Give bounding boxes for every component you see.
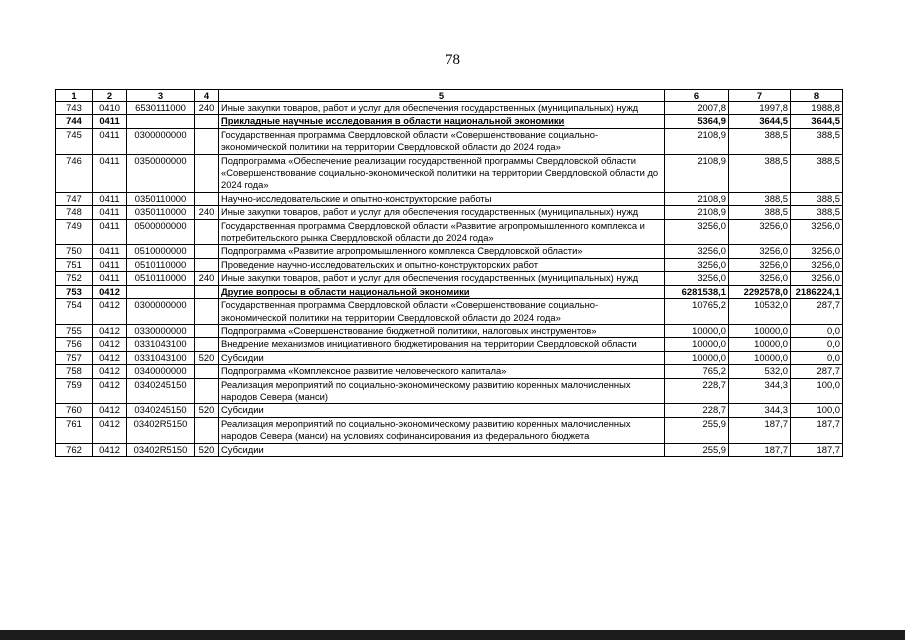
item-name-cell: Другие вопросы в области национальной экономики bbox=[219, 285, 665, 298]
value-col6-cell: 3256,0 bbox=[665, 258, 729, 271]
table-row bbox=[56, 351, 843, 364]
table-body bbox=[56, 102, 843, 457]
value-col6-cell: 255,9 bbox=[665, 417, 729, 443]
section-code-cell: 0412 bbox=[93, 417, 127, 443]
section-code-cell: 0411 bbox=[93, 154, 127, 192]
value-col8-cell: 0,0 bbox=[791, 351, 843, 364]
target-code-cell: 0510000000 bbox=[127, 245, 195, 258]
target-code-cell: 0350110000 bbox=[127, 192, 195, 205]
value-col8-cell: 0,0 bbox=[791, 338, 843, 351]
table-row bbox=[56, 102, 843, 115]
row-number-cell: 746 bbox=[56, 154, 93, 192]
row-number-cell: 757 bbox=[56, 351, 93, 364]
row-number-cell: 760 bbox=[56, 404, 93, 417]
value-col8-cell: 287,7 bbox=[791, 299, 843, 325]
item-name-cell: Субсидии bbox=[219, 404, 665, 417]
value-col8-cell: 100,0 bbox=[791, 404, 843, 417]
value-col6-cell: 2108,9 bbox=[665, 192, 729, 205]
value-col8-cell: 1988,8 bbox=[791, 102, 843, 115]
row-number-cell: 754 bbox=[56, 299, 93, 325]
value-col6-cell: 3256,0 bbox=[665, 245, 729, 258]
table-row bbox=[56, 443, 843, 456]
row-number-cell: 745 bbox=[56, 128, 93, 154]
value-col6-cell: 2108,9 bbox=[665, 206, 729, 219]
section-code-cell: 0411 bbox=[93, 258, 127, 271]
table-header-row bbox=[56, 90, 843, 102]
value-col6-cell: 2007,8 bbox=[665, 102, 729, 115]
section-code-cell: 0412 bbox=[93, 404, 127, 417]
item-name-cell: Иные закупки товаров, работ и услуг для обеспечения государственных (муниципальных) нужд bbox=[219, 102, 665, 115]
value-col6-cell: 3256,0 bbox=[665, 219, 729, 245]
value-col6-cell: 228,7 bbox=[665, 378, 729, 404]
value-col7-cell: 187,7 bbox=[729, 443, 791, 456]
item-name-cell: Подпрограмма «Комплексное развитие человеческого капитала» bbox=[219, 365, 665, 378]
value-col6-cell: 10000,0 bbox=[665, 324, 729, 337]
expense-type-cell bbox=[195, 338, 219, 351]
expense-type-cell bbox=[195, 245, 219, 258]
item-name-cell: Прикладные научные исследования в области национальной экономики bbox=[219, 115, 665, 128]
value-col7-cell: 2292578,0 bbox=[729, 285, 791, 298]
value-col7-cell: 3256,0 bbox=[729, 272, 791, 285]
section-code-cell: 0412 bbox=[93, 324, 127, 337]
row-number-cell: 744 bbox=[56, 115, 93, 128]
header-cell: 6 bbox=[665, 90, 729, 102]
value-col8-cell: 388,5 bbox=[791, 206, 843, 219]
expense-type-cell: 240 bbox=[195, 206, 219, 219]
section-code-cell: 0412 bbox=[93, 299, 127, 325]
row-number-cell: 758 bbox=[56, 365, 93, 378]
table-row bbox=[56, 324, 843, 337]
value-col8-cell: 388,5 bbox=[791, 128, 843, 154]
header-cell: 5 bbox=[219, 90, 665, 102]
value-col6-cell: 2108,9 bbox=[665, 154, 729, 192]
header-cell: 3 bbox=[127, 90, 195, 102]
section-code-cell: 0412 bbox=[93, 365, 127, 378]
target-code-cell bbox=[127, 285, 195, 298]
table-row bbox=[56, 378, 843, 404]
value-col8-cell: 2186224,1 bbox=[791, 285, 843, 298]
value-col7-cell: 3256,0 bbox=[729, 245, 791, 258]
table-row bbox=[56, 128, 843, 154]
value-col8-cell: 388,5 bbox=[791, 192, 843, 205]
row-number-cell: 752 bbox=[56, 272, 93, 285]
row-number-cell: 747 bbox=[56, 192, 93, 205]
target-code-cell bbox=[127, 115, 195, 128]
expense-type-cell bbox=[195, 115, 219, 128]
section-code-cell: 0411 bbox=[93, 206, 127, 219]
table-row bbox=[56, 258, 843, 271]
table-row bbox=[56, 272, 843, 285]
value-col7-cell: 344,3 bbox=[729, 378, 791, 404]
row-number-cell: 749 bbox=[56, 219, 93, 245]
target-code-cell: 03402R5150 bbox=[127, 443, 195, 456]
table-row bbox=[56, 154, 843, 192]
value-col7-cell: 10000,0 bbox=[729, 324, 791, 337]
expense-type-cell: 520 bbox=[195, 351, 219, 364]
value-col8-cell: 3644,5 bbox=[791, 115, 843, 128]
table-row bbox=[56, 365, 843, 378]
header-cell: 8 bbox=[791, 90, 843, 102]
item-name-cell: Государственная программа Свердловской области «Совершенствование социально-экономической политики на территории Свердловской области до 2024 года» bbox=[219, 299, 665, 325]
table-row bbox=[56, 115, 843, 128]
value-col7-cell: 1997,8 bbox=[729, 102, 791, 115]
value-col6-cell: 5364,9 bbox=[665, 115, 729, 128]
target-code-cell: 0510110000 bbox=[127, 272, 195, 285]
item-name-cell: Реализация мероприятий по социально-экономическому развитию коренных малочисленных народов Севера (манси) на условиях софинансирования из федерального бюджета bbox=[219, 417, 665, 443]
item-name-cell: Иные закупки товаров, работ и услуг для обеспечения государственных (муниципальных) нужд bbox=[219, 272, 665, 285]
expense-type-cell bbox=[195, 378, 219, 404]
item-name-cell: Субсидии bbox=[219, 443, 665, 456]
section-code-cell: 0412 bbox=[93, 338, 127, 351]
expense-type-cell bbox=[195, 192, 219, 205]
value-col8-cell: 3256,0 bbox=[791, 219, 843, 245]
item-name-cell: Субсидии bbox=[219, 351, 665, 364]
row-number-cell: 753 bbox=[56, 285, 93, 298]
header-cell: 7 bbox=[729, 90, 791, 102]
expense-type-cell: 520 bbox=[195, 404, 219, 417]
value-col8-cell: 187,7 bbox=[791, 443, 843, 456]
target-code-cell: 0331043100 bbox=[127, 338, 195, 351]
row-number-cell: 750 bbox=[56, 245, 93, 258]
table-row bbox=[56, 299, 843, 325]
table-row bbox=[56, 206, 843, 219]
expense-type-cell: 520 bbox=[195, 443, 219, 456]
target-code-cell: 0331043100 bbox=[127, 351, 195, 364]
target-code-cell: 0500000000 bbox=[127, 219, 195, 245]
value-col7-cell: 532,0 bbox=[729, 365, 791, 378]
expense-type-cell bbox=[195, 154, 219, 192]
value-col8-cell: 100,0 bbox=[791, 378, 843, 404]
item-name-cell: Иные закупки товаров, работ и услуг для обеспечения государственных (муниципальных) нужд bbox=[219, 206, 665, 219]
expense-type-cell bbox=[195, 324, 219, 337]
header-cell: 1 bbox=[56, 90, 93, 102]
target-code-cell: 0350110000 bbox=[127, 206, 195, 219]
section-code-cell: 0411 bbox=[93, 115, 127, 128]
expense-type-cell bbox=[195, 219, 219, 245]
value-col6-cell: 10765,2 bbox=[665, 299, 729, 325]
page-number: 78 bbox=[445, 52, 460, 68]
target-code-cell: 0510110000 bbox=[127, 258, 195, 271]
row-number-cell: 748 bbox=[56, 206, 93, 219]
expense-type-cell bbox=[195, 285, 219, 298]
section-code-cell: 0411 bbox=[93, 128, 127, 154]
section-code-cell: 0410 bbox=[93, 102, 127, 115]
item-name-cell: Научно-исследовательские и опытно-конструкторские работы bbox=[219, 192, 665, 205]
item-name-cell: Проведение научно-исследовательских и опытно-конструкторских работ bbox=[219, 258, 665, 271]
value-col7-cell: 388,5 bbox=[729, 192, 791, 205]
value-col7-cell: 388,5 bbox=[729, 206, 791, 219]
item-name-cell: Подпрограмма «Развитие агропромышленного комплекса Свердловской области» bbox=[219, 245, 665, 258]
table-row bbox=[56, 417, 843, 443]
value-col6-cell: 10000,0 bbox=[665, 338, 729, 351]
section-code-cell: 0412 bbox=[93, 285, 127, 298]
value-col8-cell: 3256,0 bbox=[791, 258, 843, 271]
section-code-cell: 0412 bbox=[93, 443, 127, 456]
scan-edge bbox=[0, 630, 905, 640]
item-name-cell: Государственная программа Свердловской области «Развитие агропромышленного комплекса и потребительского рынка Свердловской области до 2024 года» bbox=[219, 219, 665, 245]
value-col8-cell: 0,0 bbox=[791, 324, 843, 337]
table-row bbox=[56, 192, 843, 205]
value-col7-cell: 3644,5 bbox=[729, 115, 791, 128]
value-col7-cell: 344,3 bbox=[729, 404, 791, 417]
expense-type-cell bbox=[195, 128, 219, 154]
target-code-cell: 0300000000 bbox=[127, 299, 195, 325]
table-row bbox=[56, 404, 843, 417]
section-code-cell: 0411 bbox=[93, 192, 127, 205]
header-cell: 4 bbox=[195, 90, 219, 102]
item-name-cell: Внедрение механизмов инициативного бюджетирования на территории Свердловской области bbox=[219, 338, 665, 351]
row-number-cell: 759 bbox=[56, 378, 93, 404]
expense-type-cell: 240 bbox=[195, 102, 219, 115]
section-code-cell: 0411 bbox=[93, 219, 127, 245]
table-row bbox=[56, 338, 843, 351]
value-col6-cell: 255,9 bbox=[665, 443, 729, 456]
section-code-cell: 0412 bbox=[93, 378, 127, 404]
target-code-cell: 6530111000 bbox=[127, 102, 195, 115]
row-number-cell: 743 bbox=[56, 102, 93, 115]
section-code-cell: 0411 bbox=[93, 272, 127, 285]
row-number-cell: 756 bbox=[56, 338, 93, 351]
row-number-cell: 755 bbox=[56, 324, 93, 337]
row-number-cell: 762 bbox=[56, 443, 93, 456]
target-code-cell: 0340245150 bbox=[127, 378, 195, 404]
value-col6-cell: 3256,0 bbox=[665, 272, 729, 285]
target-code-cell: 0340245150 bbox=[127, 404, 195, 417]
value-col7-cell: 388,5 bbox=[729, 154, 791, 192]
target-code-cell: 0350000000 bbox=[127, 154, 195, 192]
value-col7-cell: 10532,0 bbox=[729, 299, 791, 325]
expense-type-cell bbox=[195, 365, 219, 378]
expense-type-cell bbox=[195, 258, 219, 271]
target-code-cell: 03402R5150 bbox=[127, 417, 195, 443]
budget-table bbox=[55, 89, 843, 457]
expense-type-cell bbox=[195, 299, 219, 325]
value-col7-cell: 10000,0 bbox=[729, 351, 791, 364]
value-col8-cell: 3256,0 bbox=[791, 272, 843, 285]
value-col6-cell: 6281538,1 bbox=[665, 285, 729, 298]
header-cell: 2 bbox=[93, 90, 127, 102]
item-name-cell: Подпрограмма «Совершенствование бюджетной политики, налоговых инструментов» bbox=[219, 324, 665, 337]
table-row bbox=[56, 285, 843, 298]
value-col7-cell: 3256,0 bbox=[729, 219, 791, 245]
value-col7-cell: 10000,0 bbox=[729, 338, 791, 351]
row-number-cell: 751 bbox=[56, 258, 93, 271]
target-code-cell: 0340000000 bbox=[127, 365, 195, 378]
target-code-cell: 0330000000 bbox=[127, 324, 195, 337]
expense-type-cell: 240 bbox=[195, 272, 219, 285]
value-col6-cell: 228,7 bbox=[665, 404, 729, 417]
table-row bbox=[56, 219, 843, 245]
item-name-cell: Подпрограмма «Обеспечение реализации государственной программы Свердловской области «Совершенствование социально-экономической политики на территории Свердловской области до 2024 года» bbox=[219, 154, 665, 192]
value-col6-cell: 10000,0 bbox=[665, 351, 729, 364]
value-col6-cell: 2108,9 bbox=[665, 128, 729, 154]
row-number-cell: 761 bbox=[56, 417, 93, 443]
expense-type-cell bbox=[195, 417, 219, 443]
value-col7-cell: 388,5 bbox=[729, 128, 791, 154]
item-name-cell: Реализация мероприятий по социально-экономическому развитию коренных малочисленных народов Севера (манси) bbox=[219, 378, 665, 404]
section-code-cell: 0412 bbox=[93, 351, 127, 364]
target-code-cell: 0300000000 bbox=[127, 128, 195, 154]
table-row bbox=[56, 245, 843, 258]
value-col8-cell: 187,7 bbox=[791, 417, 843, 443]
value-col8-cell: 3256,0 bbox=[791, 245, 843, 258]
value-col6-cell: 765,2 bbox=[665, 365, 729, 378]
item-name-cell: Государственная программа Свердловской области «Совершенствование социально-экономической политики на территории Свердловской области до 2024 года» bbox=[219, 128, 665, 154]
value-col8-cell: 388,5 bbox=[791, 154, 843, 192]
value-col7-cell: 187,7 bbox=[729, 417, 791, 443]
value-col8-cell: 287,7 bbox=[791, 365, 843, 378]
section-code-cell: 0411 bbox=[93, 245, 127, 258]
value-col7-cell: 3256,0 bbox=[729, 258, 791, 271]
